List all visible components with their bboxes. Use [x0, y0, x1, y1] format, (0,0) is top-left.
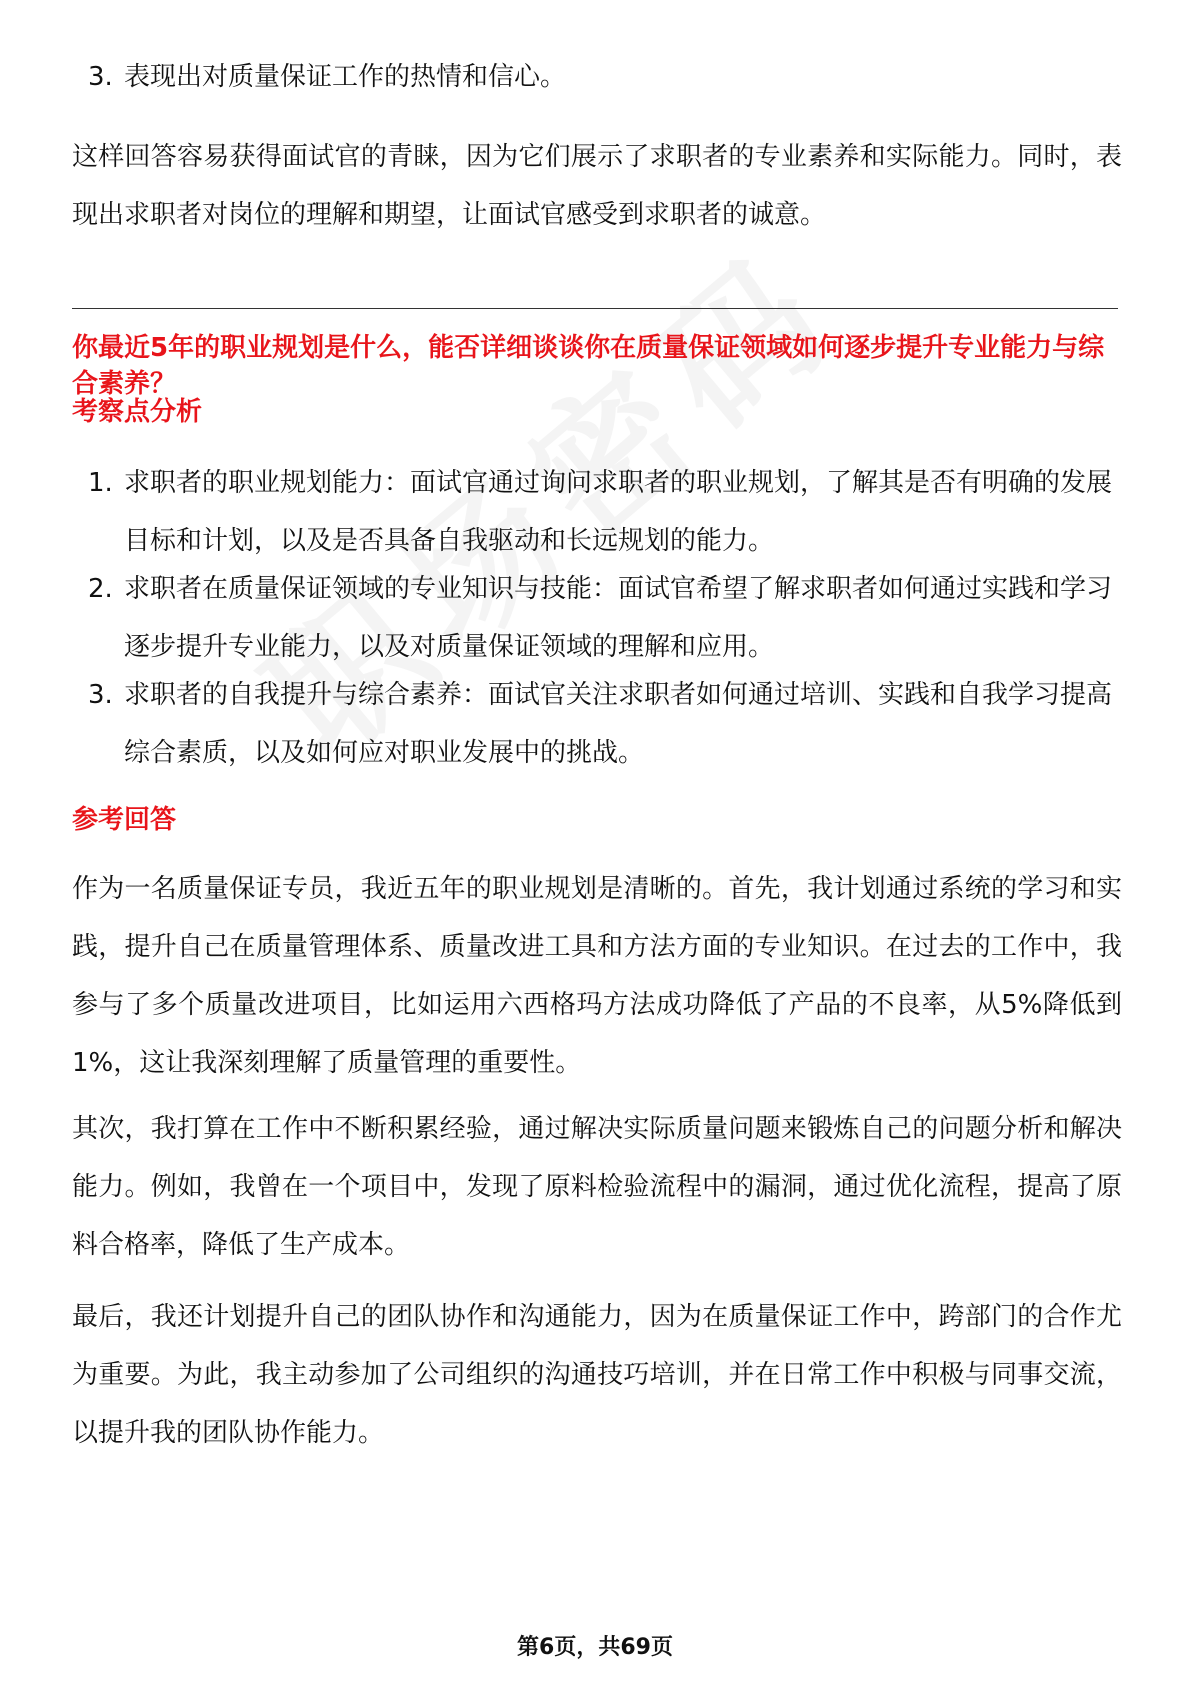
analysis-item-number: 2. [88, 574, 113, 604]
analysis-heading: 考察点分析 [72, 397, 203, 427]
list-item-number: 3. [88, 62, 113, 92]
summary-paragraph: 这样回答容易获得面试官的青睐，因为它们展示了求职者的专业素养和实际能力。同时，表现出求职者对岗位的理解和期望，让面试官感受到求职者的诚意。 [72, 142, 1122, 230]
section-divider [72, 308, 1118, 309]
answer-paragraph: 其次，我打算在工作中不断积累经验，通过解决实际质量问题来锻炼自己的问题分析和解决能力。例如，我曾在一个项目中，发现了原料检验流程中的漏洞，通过优化流程，提高了原料合格率，降低了生产成本。 [72, 1114, 1122, 1260]
answer-heading: 参考回答 [72, 805, 177, 835]
page-footer: 第6页，共69页 [517, 1635, 673, 1660]
analysis-item-text: 求职者在质量保证领域的专业知识与技能：面试官希望了解求职者如何通过实践和学习逐步提升专业能力，以及对质量保证领域的理解和应用。 [124, 574, 1113, 662]
analysis-item-number: 1. [88, 468, 113, 498]
list-item-text: 表现出对质量保证工作的热情和信心。 [124, 62, 567, 92]
answer-paragraph: 最后，我还计划提升自己的团队协作和沟通能力，因为在质量保证工作中，跨部门的合作尤为重要。为此，我主动参加了公司组织的沟通技巧培训，并在日常工作中积极与同事交流，以提升我的团队协作能力。 [72, 1302, 1122, 1448]
answer-paragraph: 作为一名质量保证专员，我近五年的职业规划是清晰的。首先，我计划通过系统的学习和实践，提升自己在质量管理体系、质量改进工具和方法方面的专业知识。在过去的工作中，我参与了多个质量改进项目，比如运用六西格玛方法成功降低了产品的不良率，从5%降低到1%，这让我深刻理解了质量管理的重要性。 [72, 874, 1122, 1078]
question-heading: 你最近5年的职业规划是什么，能否详细谈谈你在质量保证领域如何逐步提升专业能力与综合素养？ [72, 333, 1105, 399]
analysis-item-number: 3. [88, 680, 113, 710]
analysis-item-text: 求职者的职业规划能力：面试官通过询问求职者的职业规划，了解其是否有明确的发展目标和计划，以及是否具备自我驱动和长远规划的能力。 [124, 468, 1113, 556]
analysis-item-text: 求职者的自我提升与综合素养：面试官关注求职者如何通过培训、实践和自我学习提高综合素质，以及如何应对职业发展中的挑战。 [124, 680, 1113, 768]
